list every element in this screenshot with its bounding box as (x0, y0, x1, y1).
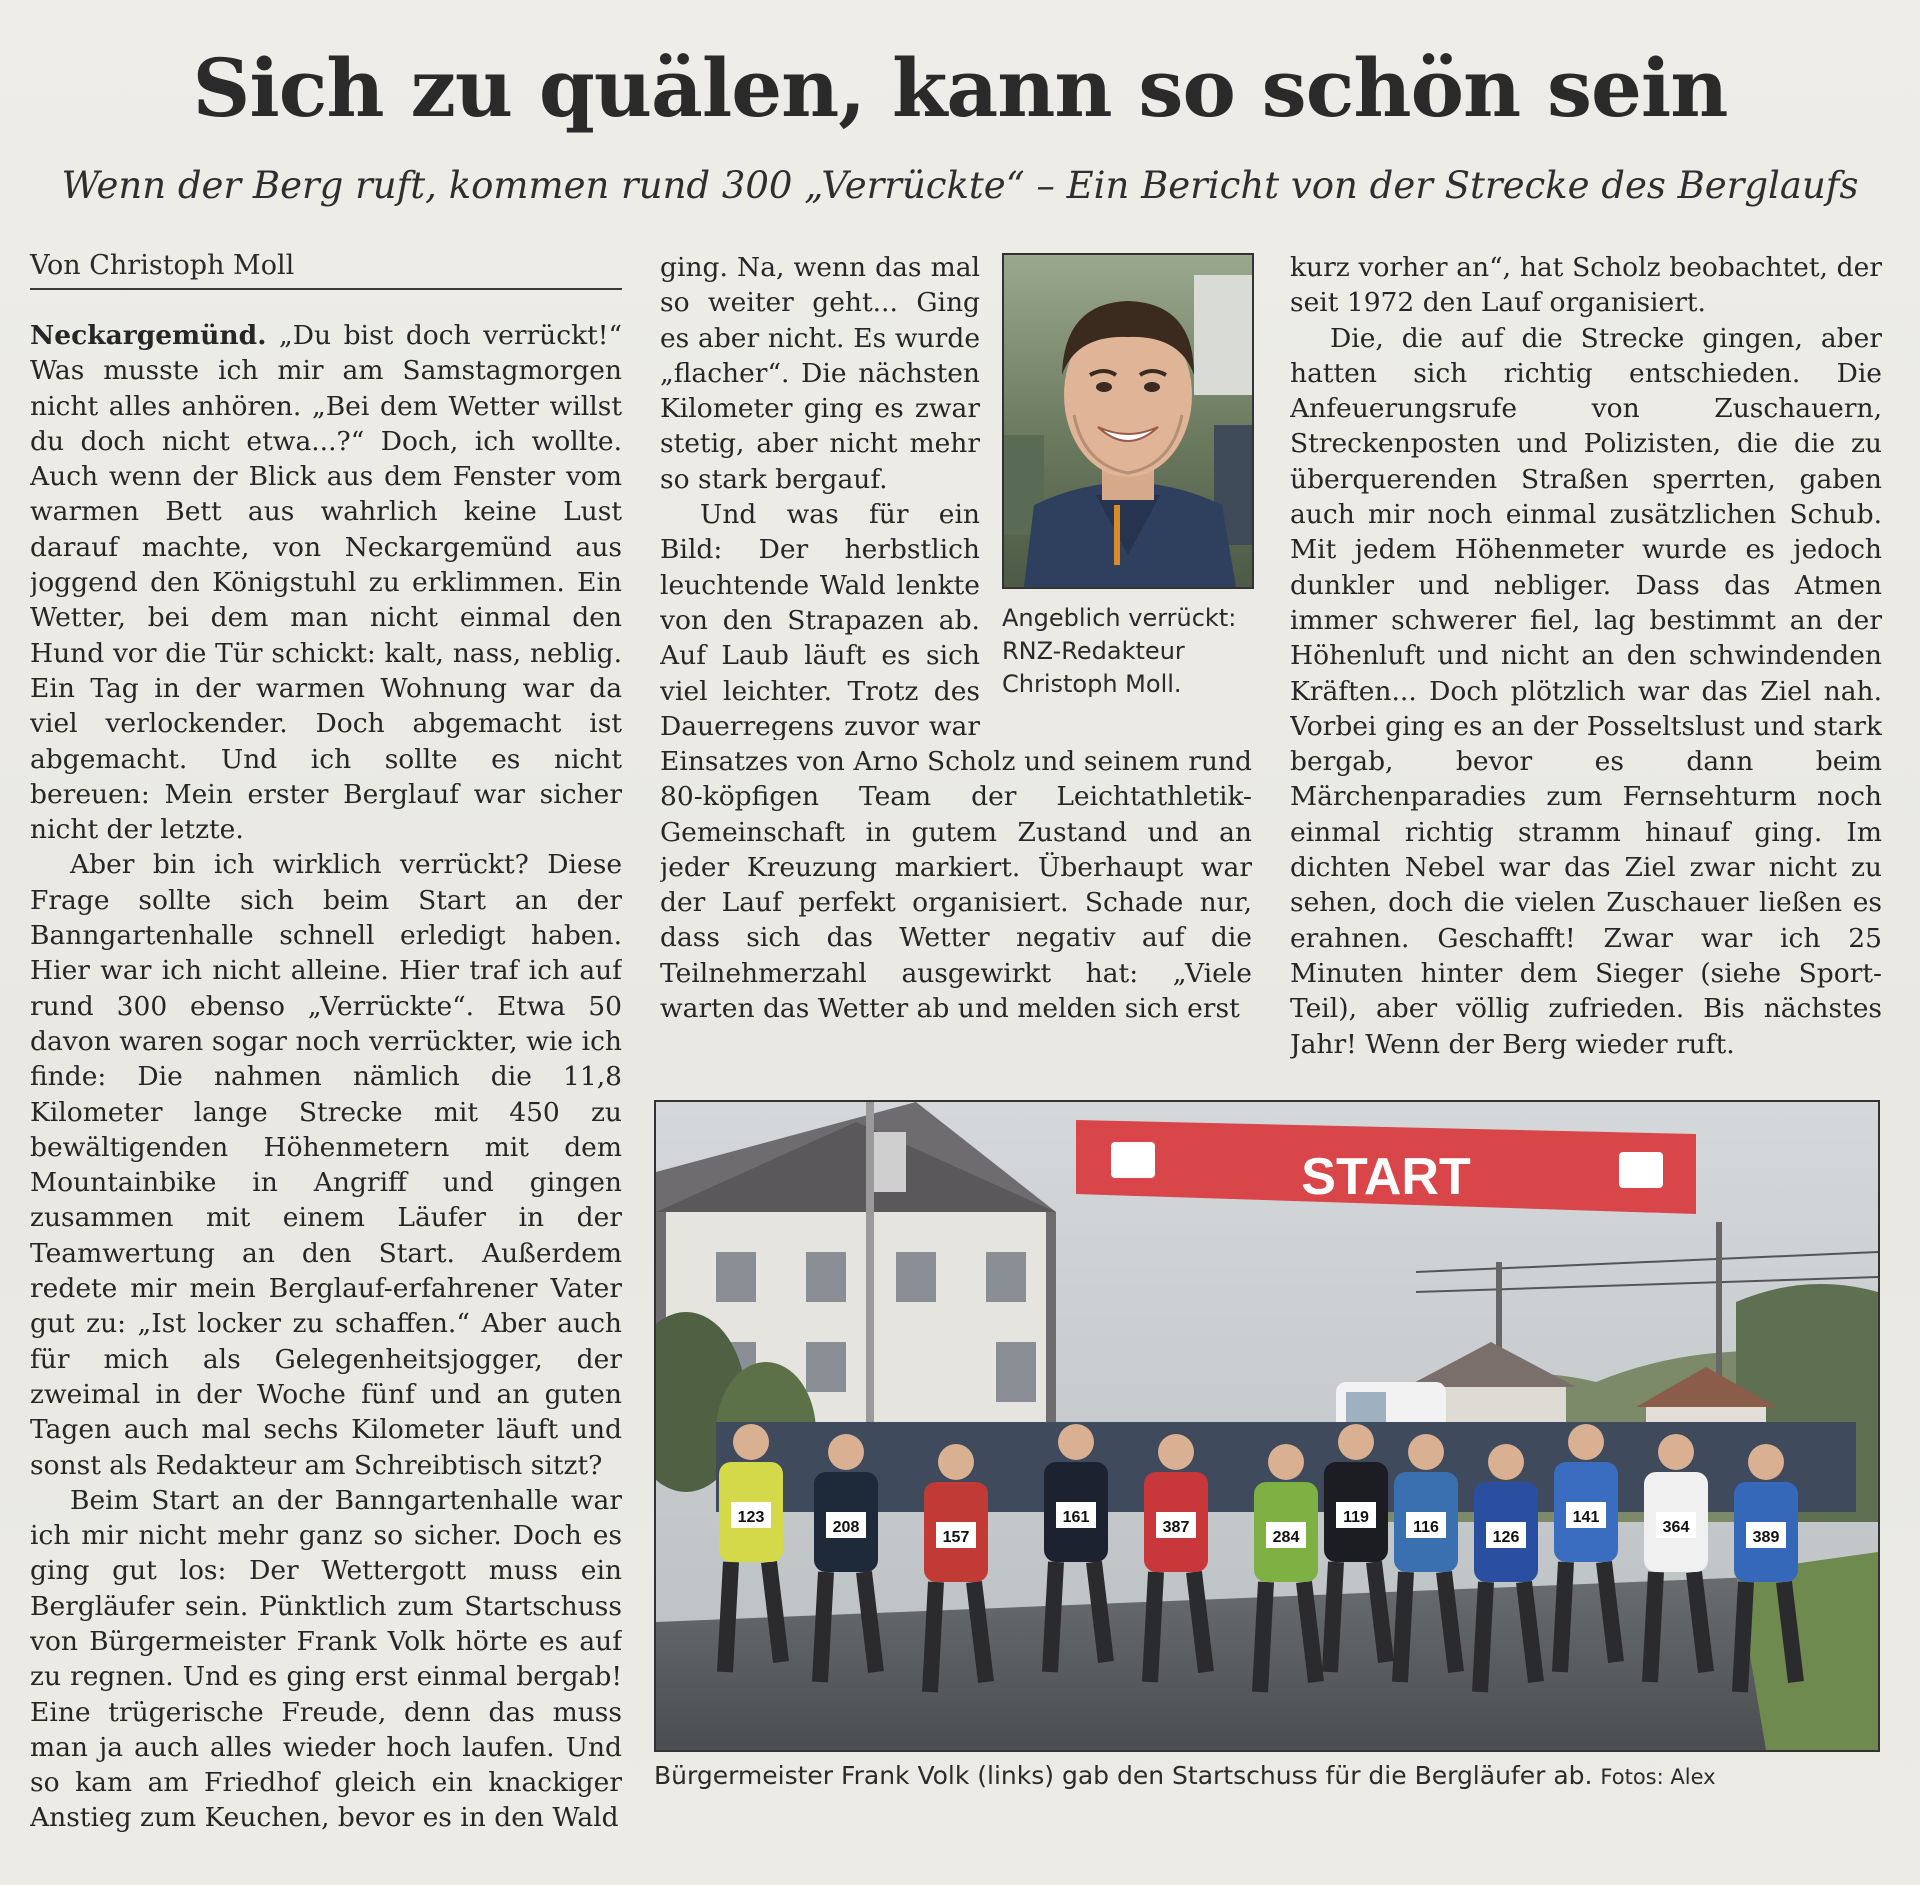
author-portrait-photo (1002, 253, 1254, 589)
runner-head (1568, 1424, 1604, 1460)
paragraph (30, 318, 622, 847)
subheadline: Wenn der Berg ruft, kommen rund 300 „Verrückte“ – Ein Bericht von der Strecke des Berglaufs (61, 164, 1859, 207)
dateline-place: Neckargemünd. (30, 320, 267, 351)
runner-head (1408, 1434, 1444, 1470)
paragraph: Beim Start an der Banngartenhalle war ich mir nicht mehr ganz so sicher. Doch es ging gut los: Der Wettergott muss ein Bergläufer sein. Pünktlich zum Startschuss von Bürgermeister Frank Volk hörte es auf zu regnen. Und es ging erst einmal bergab! Eine trügerische Freude, denn das muss man ja auch alles wieder hoch laufen. Und so kam am Friedhof gleich ein knackiger Anstieg zum Keuchen, bevor es in den Wald (30, 1484, 622, 1834)
bib-number: 119 (1343, 1509, 1369, 1526)
paragraph: Aber bin ich wirklich verrückt? Diese Frage sollte sich beim Start an der Banngartenhalle schnell erledigt haben. Hier war ich nicht alleine. Hier traf ich auf rund 300 ebenso „Verrückte“. Etwa 50 davon waren sogar noch verrückter, wie ich finde: Die nahmen nämlich die 11,8 Kilometer lange Strecke mit 450 zu bewältigenden Höhenmetern mit dem Mountainbike in Angriff und gingen zusammen mit einem Läufer in der Teamwertung an den Start. Außerdem redete mir mein Berglauf-erfahrener Vater gut zu: „Ist locker zu schaffen.“ Aber auch für mich als Gelegenheitsjogger, der zweimal in der Woche fünf und an guten Tagen auch mal sechs Kilometer läuft und sonst als Redakteur am Schreibtisch sitzt? (30, 849, 622, 1481)
bib-number: 389 (1752, 1529, 1780, 1546)
paragraph: Und was für ein Bild: Der herbstlich leuchtende Wald lenkte von den Strapazen ab. Auf Laub läuft es sich viel leichter. Trotz des Dauerregens zuvor war (660, 499, 980, 740)
race-photo-caption (654, 1758, 1894, 1795)
caption-text: Bürgermeister Frank Volk (links) gab den Startschuss für die Bergläufer ab. (654, 1761, 1593, 1790)
article-column-1 (30, 318, 622, 1858)
portrait-caption-line: Angeblich verrückt: (1002, 604, 1237, 632)
paragraph: Die, die auf die Strecke gingen, aber hatten sich richtig entschieden. Die Anfeuerungsrufe von Zuschauern, Streckenposten und Polizisten, die die zu überquerenden Straßen sperrten, gaben auch mir noch einmal zusätzlichen Schub. Mit jedem Höhenmeter wurde es jedoch dunkler und nebliger. Dass das Atmen immer schwerer fiel, lag bestimmt an der Höhenluft und nicht an den schwindenden Kräften... Doch plötzlich war das Ziel nah. Vorbei ging es an der Posseltslust und stark bergab, bevor es dann beim Märchenparadies zum Fernsehturm noch einmal richtig stramm hinauf ging. Im dichten Nebel war das Ziel zwar nicht zu sehen, doch die vielen Zuschauer ließen es erahnen. Geschafft! Zwar war ich 25 Minuten hinter dem Sieger (siehe Sport-Teil), aber völlig zufrieden. Bis nächstes Jahr! Wenn der Berg wieder ruft. (1290, 322, 1882, 1060)
bib-number: 116 (1413, 1519, 1439, 1536)
runner-head (1058, 1424, 1094, 1460)
bib-number: 161 (1062, 1509, 1090, 1526)
portrait-caption-line: Christoph Moll. (1002, 670, 1182, 698)
bib-number: 123 (737, 1509, 765, 1526)
bib-number: 364 (1662, 1519, 1690, 1536)
race-start-illustration (656, 1102, 1878, 1750)
runner-head (938, 1444, 974, 1480)
runner-head (828, 1434, 864, 1470)
portrait-caption-line: RNZ-Redakteur (1002, 637, 1185, 665)
runner-head (1268, 1444, 1304, 1480)
paragraph: kurz vorher an“, hat Scholz beobachtet, der seit 1972 den Lauf organisiert. (1290, 252, 1882, 319)
bib-number: 208 (832, 1519, 860, 1536)
runner-head (1748, 1444, 1784, 1480)
bib-number: 126 (1492, 1529, 1520, 1546)
portrait-illustration (1004, 255, 1252, 587)
article-column-2-top (660, 250, 980, 740)
runner-head (1488, 1444, 1524, 1480)
photo-credit: Fotos: Alex (1600, 1765, 1716, 1789)
byline: Von Christoph Moll (30, 246, 622, 290)
article-column-2-bottom (660, 744, 1252, 1066)
portrait-caption (1002, 602, 1262, 701)
runner-head (1658, 1434, 1694, 1470)
bib-number: 284 (1272, 1529, 1300, 1546)
paragraph-text: „Du bist doch verrückt!“ Was musste ich mir am Samstagmorgen nicht alles anhören. „Bei dem Wetter willst du doch nicht etwa...?“ Doch, ich wollte. Auch wenn der Blick aus dem Fenster vom warmen Bett aus wahrlich keine Lust darauf machte, von Neckargemünd aus joggend den Königstuhl zu erklimmen. Ein Wetter, bei dem man nicht einmal den Hund vor die Tür schickt: kalt, nass, neblig. Ein Tag in der warmen Wohnung war da viel verlockender. Doch abgemacht ist abgemacht. Und ich sollte es nicht bereuen: Mein erster Berglauf war sicher nicht der letzte. (30, 320, 622, 846)
banner-text: START (1301, 1148, 1471, 1206)
runner-head (733, 1424, 769, 1460)
article-column-3 (1290, 250, 1882, 1070)
paragraph: Einsatzes von Arno Scholz und seinem rund 80-köpfigen Team der Leichtathletik-Gemeinschaft in gutem Zustand und an jeder Kreuzung markiert. Überhaupt war der Lauf perfekt organisiert. Schade nur, dass sich das Wetter negativ auf die Teilnehmerzahl ausgewirkt hat: „Viele warten das Wetter ab und melden sich erst (660, 746, 1252, 1025)
paragraph: ging. Na, wenn das mal so weiter geht... Ging es aber nicht. Es wurde „flacher“. Die nächsten Kilometer ging es zwar stetig, aber nicht mehr so stark bergauf. (660, 252, 980, 495)
runner-head (1158, 1434, 1194, 1470)
headline: Sich zu quälen, kann so schön sein (192, 41, 1728, 135)
bib-number: 141 (1572, 1509, 1600, 1526)
bib-number: 157 (942, 1529, 970, 1546)
race-start-photo (654, 1100, 1880, 1752)
runner-head (1338, 1424, 1374, 1460)
bib-number: 387 (1162, 1519, 1190, 1536)
